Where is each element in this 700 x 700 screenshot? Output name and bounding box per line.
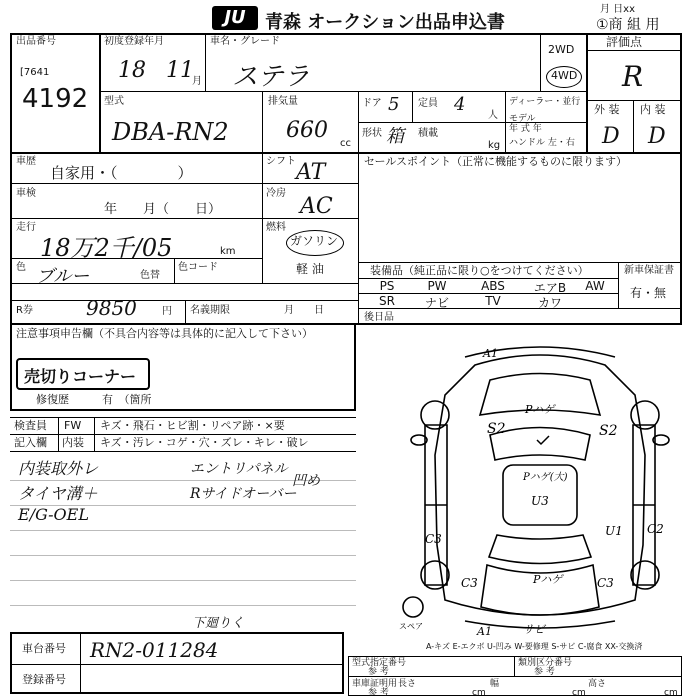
notice-label: 注意事項申告欄（不具合内容等は具体的に記入して下さい） (16, 327, 313, 340)
rear-seat-label: 後日品 (364, 312, 394, 323)
capacity-value: 4 (454, 94, 466, 115)
model-code: DBA-RN2 (112, 118, 229, 146)
sale-corner-stamp (16, 358, 150, 390)
vin-label: 車台番号 (22, 642, 66, 655)
equip-aw: AW (585, 279, 605, 293)
load-unit: kg (488, 140, 501, 151)
note-underbody: 下廻りく (192, 616, 245, 631)
width-label: 幅 (490, 679, 500, 689)
shape-label: 形状 (362, 128, 382, 139)
diagram-mark-rust: サビ (523, 623, 545, 635)
exterior-label: 外 装 (594, 103, 620, 116)
color-value: ブルー (36, 266, 90, 287)
exterior-grade: D (602, 124, 620, 149)
lot-number: 4192 (22, 84, 89, 114)
cm-unit-3: cm (664, 688, 678, 698)
shape-value: 箱 (386, 126, 404, 147)
model-year: 年 式 年 (509, 124, 542, 134)
color-tone-label: 色替 (140, 270, 160, 281)
car-name-label: 車名・グレード (210, 36, 280, 47)
fw-tag: FW (64, 419, 82, 432)
diagram-mark-right-corrosion: C2 (647, 522, 664, 536)
designation-ref: 参 考 (368, 667, 389, 677)
header-date: 月 日xx (600, 4, 636, 15)
category-label: 類別区分番号 (518, 658, 573, 668)
repair-value: 有 （箇所 (102, 393, 152, 406)
stamp-text: 売切りコーナー (24, 367, 137, 386)
interior-grade: D (648, 124, 666, 149)
drive-2wd: 2WD (548, 43, 575, 56)
note-engine-oil: E/G-OEL (18, 505, 89, 524)
repair-label: 修復歴 (36, 393, 69, 406)
vin-value: RN2-011284 (90, 638, 219, 662)
ac-label: 冷房 (266, 188, 286, 199)
first-registration-month: 11 (166, 58, 194, 83)
handle-side: ハンドル 左・右 (509, 138, 575, 148)
lot-code: [7641 (20, 67, 50, 78)
diagram-mark-left-front: S2 (487, 421, 506, 437)
damage-legend: A-キズ E-エクボ U-凹み W-要修理 S-サビ C-腐食 XX-交換済 (426, 642, 643, 651)
shift-label: シフト (266, 156, 296, 167)
interior-label: 内 装 (640, 103, 666, 116)
displacement-value: 660 (286, 118, 328, 143)
capacity-label: 定員 (418, 98, 438, 109)
mileage-value: 18万2千/05 (40, 234, 173, 262)
equip-abs: ABS (481, 279, 505, 293)
equip-ps: PS (379, 279, 395, 293)
displacement-label: 排気量 (268, 96, 298, 107)
history-value: 自家用・（ ） (50, 164, 193, 182)
vehicle-damage-diagram (395, 345, 685, 635)
fuel-label: 燃料 (266, 222, 286, 233)
auction-logo (212, 6, 258, 30)
note-rear-side: Rサイドオーバー (190, 486, 297, 502)
equip-airbag: エアB (533, 281, 567, 295)
header-category: ①商 組 用 (596, 17, 660, 33)
capacity-unit: 人 (488, 110, 498, 121)
form-title: 青森 オークション出品申込書 (265, 12, 505, 33)
note-interior-removed: 内装取外レ (18, 459, 99, 478)
inspector-label: 検査員 (14, 419, 47, 432)
equip-tv: TV (485, 294, 501, 308)
registration-label: 登録番号 (22, 673, 66, 686)
history-label: 車歴 (16, 156, 36, 167)
height-label: 高さ (588, 679, 607, 689)
lot-number-label: 出品番号 (16, 36, 56, 47)
designation-label: 型式指定番号 (352, 658, 407, 668)
load-label: 積載 (418, 128, 438, 139)
length-label: 長さ (398, 679, 417, 689)
entry-label: 記入欄 (14, 436, 47, 449)
note-dent: 凹め (292, 473, 320, 489)
note-entry-panel: エントリパネル (190, 461, 288, 477)
recycle-label: R券 (16, 305, 33, 316)
note-tire-tread: タイヤ溝＋ (18, 484, 98, 503)
equipment-label: 装備品（純正品に限り○をつけてください） (370, 264, 589, 277)
grade-label: 評価点 (606, 35, 643, 49)
expiry-value: 月 日 (284, 305, 324, 316)
garage-cert-label: 車庫証明用 (352, 679, 398, 689)
diagram-mark-rear-right: C3 (597, 576, 614, 590)
mileage-label: 走行 (16, 222, 36, 233)
diagram-mark-rear-left: C3 (461, 576, 478, 590)
grade-value: R (622, 60, 644, 93)
interior-tag: 内装 (62, 436, 84, 449)
diagram-mark-right-door: U1 (605, 524, 623, 538)
diagram-mark-front: A1 (483, 347, 498, 360)
ac-value: AC (300, 194, 333, 219)
recycle-unit: 円 (162, 306, 172, 317)
equip-pw: PW (427, 279, 447, 293)
equip-sr: SR (379, 294, 395, 308)
diagram-mark-roof-dent: U3 (531, 494, 549, 508)
dealer-label: ディーラー・並行 (509, 97, 581, 107)
diagram-mark-left-rear: C3 (425, 532, 442, 546)
fuel-diesel: 軽 油 (296, 262, 324, 276)
cm-unit-2: cm (572, 688, 586, 698)
shift-value: AT (296, 160, 326, 185)
model-label: 型式 (104, 96, 124, 107)
equip-leather: カワ (537, 296, 562, 310)
diagram-mark-roof: Pハゲ(大) (523, 472, 568, 483)
interior-check-items: キズ・汚レ・コゲ・穴・ズレ・キレ・破レ (100, 436, 309, 449)
inspection-value: 年 月（ 日） (104, 202, 222, 217)
diagram-mark-right-front: S2 (599, 423, 618, 439)
mileage-unit: km (220, 246, 236, 257)
logo-text: JU (224, 7, 246, 28)
exterior-check-items: キズ・飛石・ヒビ割・リペア跡・×要 (100, 419, 285, 432)
equip-navi: ナビ (424, 296, 449, 310)
diagram-mark-rear-bumper: A1 (477, 625, 492, 635)
displacement-unit: cc (340, 138, 351, 149)
fuel-gasoline: ガソリン (290, 234, 339, 248)
month-unit: 月 (192, 76, 202, 87)
car-name: ステラ (232, 62, 310, 92)
warranty-value: 有・無 (630, 286, 667, 300)
doors-label: ドア (362, 98, 382, 109)
warranty-label: 新車保証書 (624, 265, 674, 276)
inspection-label: 車検 (16, 188, 36, 199)
doors-value: 5 (388, 94, 400, 115)
category-ref: 参 考 (534, 667, 555, 677)
sales-point-label: セールスポイント（正常に機能するものに限ります） (364, 155, 628, 168)
drive-4wd: 4WD (551, 69, 578, 82)
diagram-mark-hood: Pハゲ (525, 403, 555, 416)
first-registration-label: 初度登録年月 (104, 36, 164, 47)
diagram-mark-hatch: Pハゲ (533, 573, 563, 586)
spare-label: スペア (399, 622, 423, 631)
first-registration-year: 18 (118, 58, 146, 83)
color-code-label: 色コード (178, 262, 218, 273)
model-year-label: モデル (509, 114, 536, 124)
color-label: 色 (16, 262, 26, 273)
cm-unit-1: cm (472, 688, 486, 698)
expiry-label: 名義期限 (190, 305, 230, 316)
recycle-value: 9850 (86, 296, 137, 320)
garage-ref: 参 考 (368, 688, 389, 698)
